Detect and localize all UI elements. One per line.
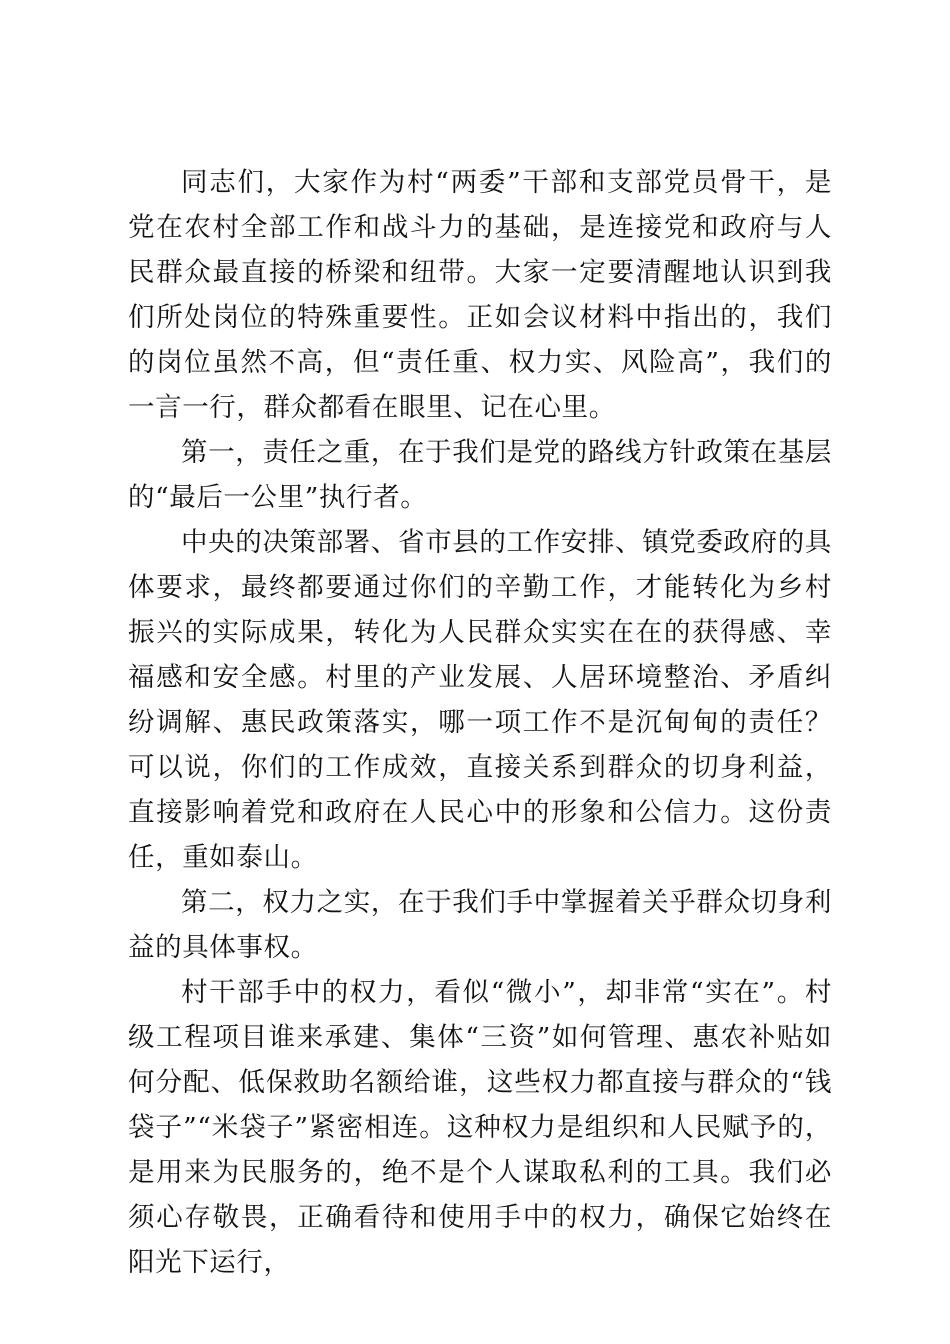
paragraph-point-two-body: 村干部手中的权力，看似“微小”，却非常“实在”。村级工程项目谁来承建、集体“三资”如何管理、惠农补贴如何分配、低保救助名额给谁，这些权力都直接与群众的“钱袋子”“米袋子”紧密相连。这种权力是组织和人民赋予的，是用来为民服务的，绝不是个人谋取私利的工具。我们必须心存敬畏，正确看待和使用手中的权力，确保它始终在阳光下运行， bbox=[128, 977, 832, 1278]
paragraph-point-one-heading: 第一，责任之重，在于我们是党的路线方针政策在基层的“最后一公里”执行者。 bbox=[128, 437, 832, 513]
paragraph-point-two-heading: 第二，权力之实，在于我们手中掌握着关乎群众切身利益的具体事权。 bbox=[128, 887, 832, 963]
paragraph-intro: 同志们，大家作为村“两委”干部和支部党员骨干，是党在农村全部工作和战斗力的基础，是连接党和政府与人民群众最直接的桥梁和纽带。大家一定要清醒地认识到我们所处岗位的特殊重要性。正如会议材料中指出的，我们的岗位虽然不高，但“责任重、权力实、风险高”，我们的一言一行，群众都看在眼里、记在心里。 bbox=[128, 167, 832, 423]
paragraph-point-one-body: 中央的决策部署、省市县的工作安排、镇党委政府的具体要求，最终都要通过你们的辛勤工作，才能转化为乡村振兴的实际成果，转化为人民群众实实在在的获得感、幸福感和安全感。村里的产业发展、人居环境整治、矛盾纠纷调解、惠民政策落实，哪一项工作不是沉甸甸的责任？可以说，你们的工作成效，直接关系到群众的切身利益，直接影响着党和政府在人民心中的形象和公信力。这份责任，重如泰山。 bbox=[128, 527, 832, 873]
document-body bbox=[128, 160, 832, 1285]
